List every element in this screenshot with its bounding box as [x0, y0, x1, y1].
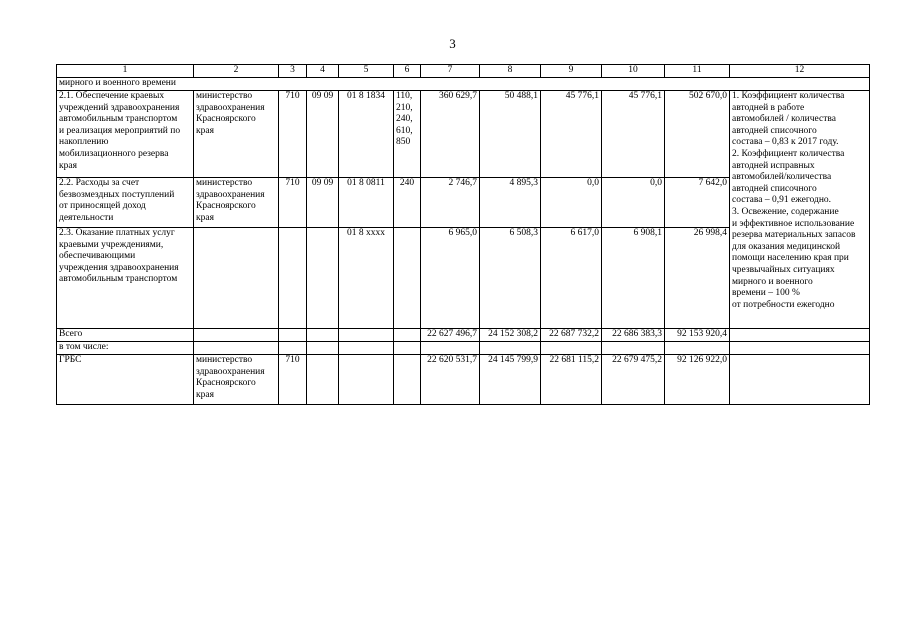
total-row	[57, 329, 870, 342]
cell-value: 50 488,1	[480, 91, 541, 178]
grbs-row	[57, 355, 870, 405]
cell-value: 0,0	[602, 178, 665, 228]
cell-grbs-code: 710	[279, 91, 307, 178]
row-admin: министерство здравоохранения Красноярского края	[194, 91, 279, 178]
empty-cell	[339, 342, 394, 355]
total-value: 22 687 732,2	[541, 329, 602, 342]
cell-csr: 01 8 0811	[339, 178, 394, 228]
cell-rzpr	[307, 228, 339, 329]
empty-cell	[394, 329, 421, 342]
cell-grbs-code: 710	[279, 178, 307, 228]
row-name: 2.3. Оказание платных услуг краевыми учреждениями, обеспечивающими учреждения здравоохранения автомобильным транспортом	[57, 228, 194, 329]
cell-rzpr: 09 09	[307, 91, 339, 178]
empty-cell	[730, 355, 870, 405]
empty-cell	[730, 342, 870, 355]
col-header: 2	[194, 65, 279, 78]
total-label: Всего	[57, 329, 194, 342]
cell-value: 26 998,4	[665, 228, 730, 329]
section-title-row	[57, 78, 870, 91]
col-header: 3	[279, 65, 307, 78]
grbs-value: 22 679 475,2	[602, 355, 665, 405]
col-header: 1	[57, 65, 194, 78]
col-header: 5	[339, 65, 394, 78]
empty-cell	[194, 342, 279, 355]
grbs-value: 22 681 115,2	[541, 355, 602, 405]
total-value: 92 153 920,4	[665, 329, 730, 342]
cell-value: 360 629,7	[421, 91, 480, 178]
cell-vr: 110, 210, 240, 610, 850	[394, 91, 421, 178]
cell-value: 6 617,0	[541, 228, 602, 329]
empty-cell	[665, 342, 730, 355]
cell-csr: 01 8 xxxx	[339, 228, 394, 329]
including-label: в том числе:	[57, 342, 194, 355]
col-header: 7	[421, 65, 480, 78]
empty-cell	[194, 329, 279, 342]
col-header: 4	[307, 65, 339, 78]
row-admin	[194, 228, 279, 329]
cell-vr	[394, 228, 421, 329]
empty-cell	[730, 329, 870, 342]
row-admin: министерство здравоохранения Красноярского края	[194, 178, 279, 228]
cell-value: 4 895,3	[480, 178, 541, 228]
col-header: 10	[602, 65, 665, 78]
col-header: 12	[730, 65, 870, 78]
cell-rzpr: 09 09	[307, 178, 339, 228]
empty-cell	[394, 342, 421, 355]
header-row	[57, 65, 870, 78]
empty-cell	[307, 329, 339, 342]
empty-cell	[394, 355, 421, 405]
col-header: 8	[480, 65, 541, 78]
cell-value: 7 642,0	[665, 178, 730, 228]
total-value: 22 627 496,7	[421, 329, 480, 342]
cell-value: 0,0	[541, 178, 602, 228]
page-number: 3	[449, 36, 456, 51]
cell-value: 45 776,1	[541, 91, 602, 178]
cell-value: 6 508,3	[480, 228, 541, 329]
table-row	[57, 91, 870, 178]
total-value: 24 152 308,2	[480, 329, 541, 342]
empty-cell	[480, 342, 541, 355]
empty-cell	[279, 329, 307, 342]
empty-cell	[421, 342, 480, 355]
grbs-value: 22 620 531,7	[421, 355, 480, 405]
grbs-code: 710	[279, 355, 307, 405]
empty-cell	[541, 342, 602, 355]
cell-vr: 240	[394, 178, 421, 228]
col-header: 9	[541, 65, 602, 78]
program-table	[56, 64, 870, 405]
empty-cell	[307, 342, 339, 355]
empty-cell	[279, 342, 307, 355]
grbs-label: ГРБС	[57, 355, 194, 405]
total-value: 22 686 383,3	[602, 329, 665, 342]
section-title: мирного и военного времени	[57, 78, 870, 91]
cell-value: 6 908,1	[602, 228, 665, 329]
cell-value: 502 670,0	[665, 91, 730, 178]
cell-value: 45 776,1	[602, 91, 665, 178]
cell-value: 6 965,0	[421, 228, 480, 329]
cell-csr: 01 8 1834	[339, 91, 394, 178]
empty-cell	[339, 355, 394, 405]
grbs-value: 24 145 799,9	[480, 355, 541, 405]
indicators-cell: 1. Коэффициент количества автодней в работе автомобилей / количества автодней списочного состава – 0,83 к 2017 году. 2. Коэффициент количества автодней исправных автомобилей/количества автодней списочного состава – 0,91 ежегодно. 3. Освежение, содержание и эффективное использование резерва материальных запасов для оказания медицинской помощи населению края при чрезвычайных ситуациях мирного и военного времени – 100 % от потребности ежегодно	[730, 91, 870, 329]
cell-value: 2 746,7	[421, 178, 480, 228]
col-header: 6	[394, 65, 421, 78]
row-name: 2.2. Расходы за счет безвозмездных поступлений от приносящей доход деятельности	[57, 178, 194, 228]
grbs-admin: министерство здравоохранения Красноярского края	[194, 355, 279, 405]
cell-grbs-code	[279, 228, 307, 329]
including-row	[57, 342, 870, 355]
row-name: 2.1. Обеспечение краевых учреждений здравоохранения автомобильным транспортом и реализация мероприятий по накоплению мобилизационного резерва края	[57, 91, 194, 178]
grbs-value: 92 126 922,0	[665, 355, 730, 405]
empty-cell	[339, 329, 394, 342]
empty-cell	[602, 342, 665, 355]
col-header: 11	[665, 65, 730, 78]
empty-cell	[307, 355, 339, 405]
